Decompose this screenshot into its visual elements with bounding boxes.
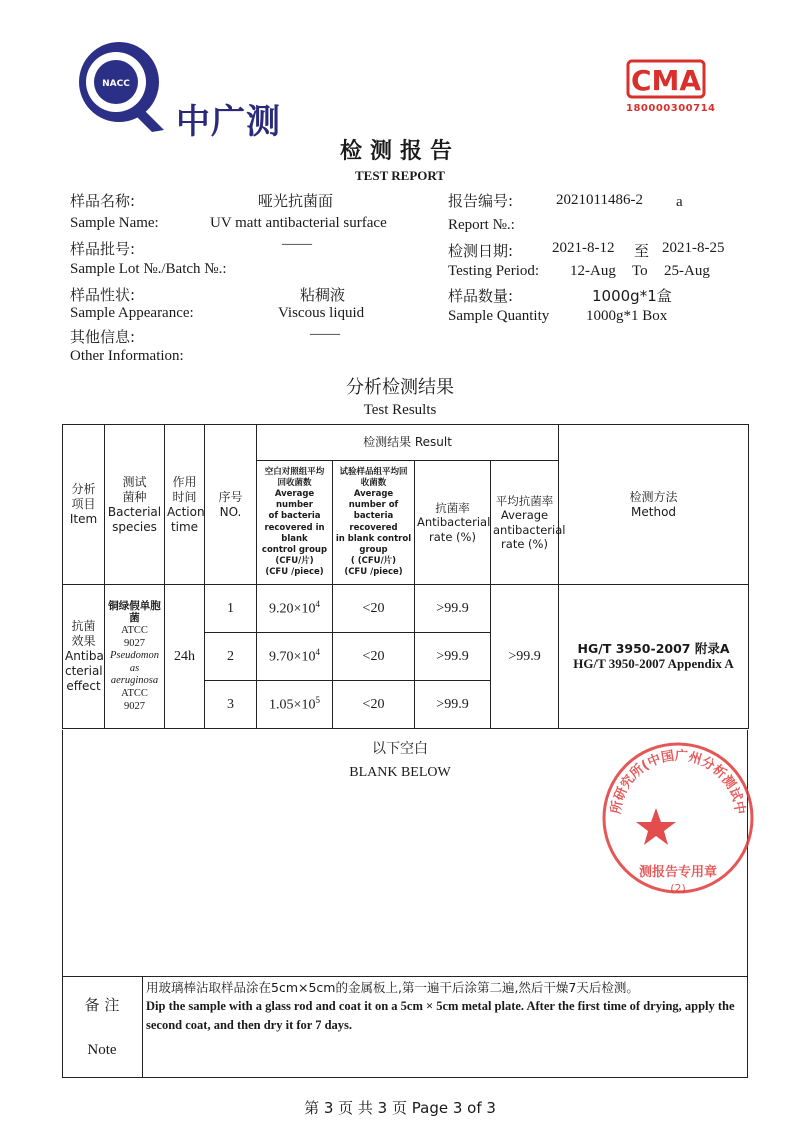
official-stamp bbox=[598, 738, 758, 898]
svg-text:所研究所(中国广州分析测试中心): 所研究所(中国广州分析测试中 bbox=[608, 748, 748, 816]
appearance-value-en: Viscous liquid bbox=[278, 305, 365, 321]
row-1-blank-base: 9.20×10 bbox=[269, 601, 316, 617]
note-divider bbox=[62, 976, 748, 977]
report-no-label-en: Report №.: bbox=[448, 217, 515, 233]
header-no: 序号 NO. bbox=[205, 425, 257, 585]
species-latin: Pseudomon as aeruginosa bbox=[110, 650, 159, 687]
header-item: 分析 项目 Item bbox=[63, 425, 105, 585]
row-2-blank-base: 9.70×10 bbox=[269, 649, 316, 665]
quantity-value-en: 1000g*1 Box bbox=[586, 308, 668, 324]
svg-text:CMA: CMA bbox=[630, 64, 702, 97]
quantity-label-cn: 样品数量: bbox=[448, 287, 514, 305]
date-to-cn: 至 bbox=[634, 242, 650, 260]
period-label-en: Testing Period: bbox=[448, 263, 540, 279]
header-method: 检测方法 Method bbox=[559, 425, 749, 585]
period-to: To bbox=[632, 263, 648, 279]
nacc-logo-icon bbox=[64, 30, 184, 140]
note-vline bbox=[142, 976, 143, 1078]
other-label-cn: 其他信息: bbox=[70, 328, 136, 346]
header-species: 测试 菌种 Bacterial species bbox=[105, 425, 165, 585]
header-blank-avg: 空白对照组平均 回收菌数 Average number of bacteria recovered in blank control group (CFU/片) (CFU /piece) bbox=[257, 461, 333, 585]
row-2-rate: >99.9 bbox=[415, 633, 491, 681]
appearance-label-en: Sample Appearance: bbox=[70, 305, 194, 321]
row-2-no: 2 bbox=[205, 633, 257, 681]
quantity-value-cn: 1000g*1盒 bbox=[592, 287, 672, 305]
logo-text: 中广测 bbox=[176, 102, 281, 142]
note-label-en: Note bbox=[87, 1042, 117, 1058]
cma-mark bbox=[622, 55, 722, 123]
row-1-rate: >99.9 bbox=[415, 585, 491, 633]
cma-code: 180000300714 bbox=[626, 103, 716, 114]
blank-below-en: BLANK BELOW bbox=[349, 765, 451, 780]
other-value: —— bbox=[310, 326, 340, 342]
item-label: 抗菌 效果 Antiba cterial effect bbox=[63, 585, 105, 729]
results-table bbox=[62, 424, 749, 729]
svg-text:(2): (2) bbox=[670, 882, 686, 895]
row-3-blank-base: 1.05×10 bbox=[269, 697, 316, 713]
method-value bbox=[559, 585, 749, 729]
species-cell bbox=[105, 585, 165, 729]
header-sample-avg: 试验样品组平均回 收菌数 Average number of bacteria recovered in blank control group ( (CFU/片) (CFU /piece) bbox=[333, 461, 415, 585]
nacc-logo bbox=[64, 30, 314, 140]
header-rate: 抗菌率 Antibacterial rate (%) bbox=[415, 461, 491, 585]
report-no-value: 2021011486-2 bbox=[556, 192, 643, 208]
species-atcc-1: ATCC 9027 bbox=[121, 625, 148, 649]
svg-text:NACC: NACC bbox=[102, 79, 130, 89]
date-start: 2021-8-12 bbox=[552, 240, 615, 256]
page-footer: 第 3 页 共 3 页 Page 3 of 3 bbox=[304, 1099, 496, 1117]
note-label-cn: 备 注 bbox=[84, 996, 120, 1014]
lot-value: —— bbox=[282, 236, 312, 252]
other-label-en: Other Information: bbox=[70, 348, 184, 364]
row-3-no: 3 bbox=[205, 681, 257, 729]
sample-name-label-cn: 样品名称: bbox=[70, 192, 136, 210]
quantity-label-en: Sample Quantity bbox=[448, 308, 550, 324]
row-2-sample: <20 bbox=[333, 633, 415, 681]
row-3-sample: <20 bbox=[333, 681, 415, 729]
method-value-1: HG/T 3950-2007 附录A bbox=[577, 640, 730, 656]
row-3-rate: >99.9 bbox=[415, 681, 491, 729]
row-1-blank-exp: 4 bbox=[315, 598, 320, 609]
cma-logo-icon bbox=[622, 55, 712, 103]
row-3-blank bbox=[257, 681, 333, 729]
species-cn: 铜绿假单胞 菌 bbox=[108, 599, 161, 625]
lot-label-en: Sample Lot №./Batch №.: bbox=[70, 261, 227, 277]
report-title-cn: 检测报告 bbox=[339, 139, 460, 164]
period-start: 12-Aug bbox=[570, 263, 616, 279]
blank-below-cn: 以下空白 bbox=[372, 741, 428, 757]
sample-name-value-cn: 哑光抗菌面 bbox=[258, 192, 334, 210]
action-time-value: 24h bbox=[165, 585, 205, 729]
note-text-en: Dip the sample with a glass rod and coat it on a 5cm × 5cm metal plate. After the first time of drying, apply the second coat, and then dry it for 7 days. bbox=[146, 999, 735, 1032]
header-result-group: 检测结果 Result bbox=[257, 425, 559, 461]
report-no-suffix: a bbox=[676, 194, 683, 210]
report-title-en: TEST REPORT bbox=[355, 168, 445, 183]
stamp-seal-icon bbox=[598, 738, 758, 898]
note-text bbox=[146, 978, 742, 1035]
period-end: 25-Aug bbox=[664, 263, 710, 279]
sample-name-label-en: Sample Name: bbox=[70, 215, 159, 231]
species-atcc-2: ATCC 9027 bbox=[121, 687, 148, 712]
row-1-blank bbox=[257, 585, 333, 633]
appearance-label-cn: 样品性状: bbox=[70, 286, 136, 304]
report-no-label-cn: 报告编号: bbox=[448, 192, 514, 210]
avg-rate-value: >99.9 bbox=[491, 585, 559, 729]
row-1-sample: <20 bbox=[333, 585, 415, 633]
date-end: 2021-8-25 bbox=[662, 240, 725, 256]
row-2-blank bbox=[257, 633, 333, 681]
sample-name-value-en: UV matt antibacterial surface bbox=[210, 215, 387, 231]
lot-label-cn: 样品批号: bbox=[70, 240, 136, 258]
results-title-en: Test Results bbox=[363, 402, 437, 418]
header-action-time: 作用 时间 Action time bbox=[165, 425, 205, 585]
appearance-value-cn: 粘稠液 bbox=[300, 286, 346, 304]
header-avg-rate: 平均抗菌率 Average antibacterial rate (%) bbox=[491, 461, 559, 585]
method-value-2: HG/T 3950-2007 Appendix A bbox=[573, 656, 734, 672]
row-3-blank-exp: 5 bbox=[315, 694, 320, 705]
results-title-cn: 分析检测结果 bbox=[346, 377, 454, 398]
date-label-cn: 检测日期: bbox=[448, 242, 514, 260]
row-2-blank-exp: 4 bbox=[315, 646, 320, 657]
svg-text:测报告专用章: 测报告专用章 bbox=[638, 865, 718, 880]
note-text-cn: 用玻璃棒沾取样品涂在5cm×5cm的金属板上,第一遍干后涂第二遍,然后干燥7天后检测。 bbox=[146, 980, 639, 995]
row-1-no: 1 bbox=[205, 585, 257, 633]
